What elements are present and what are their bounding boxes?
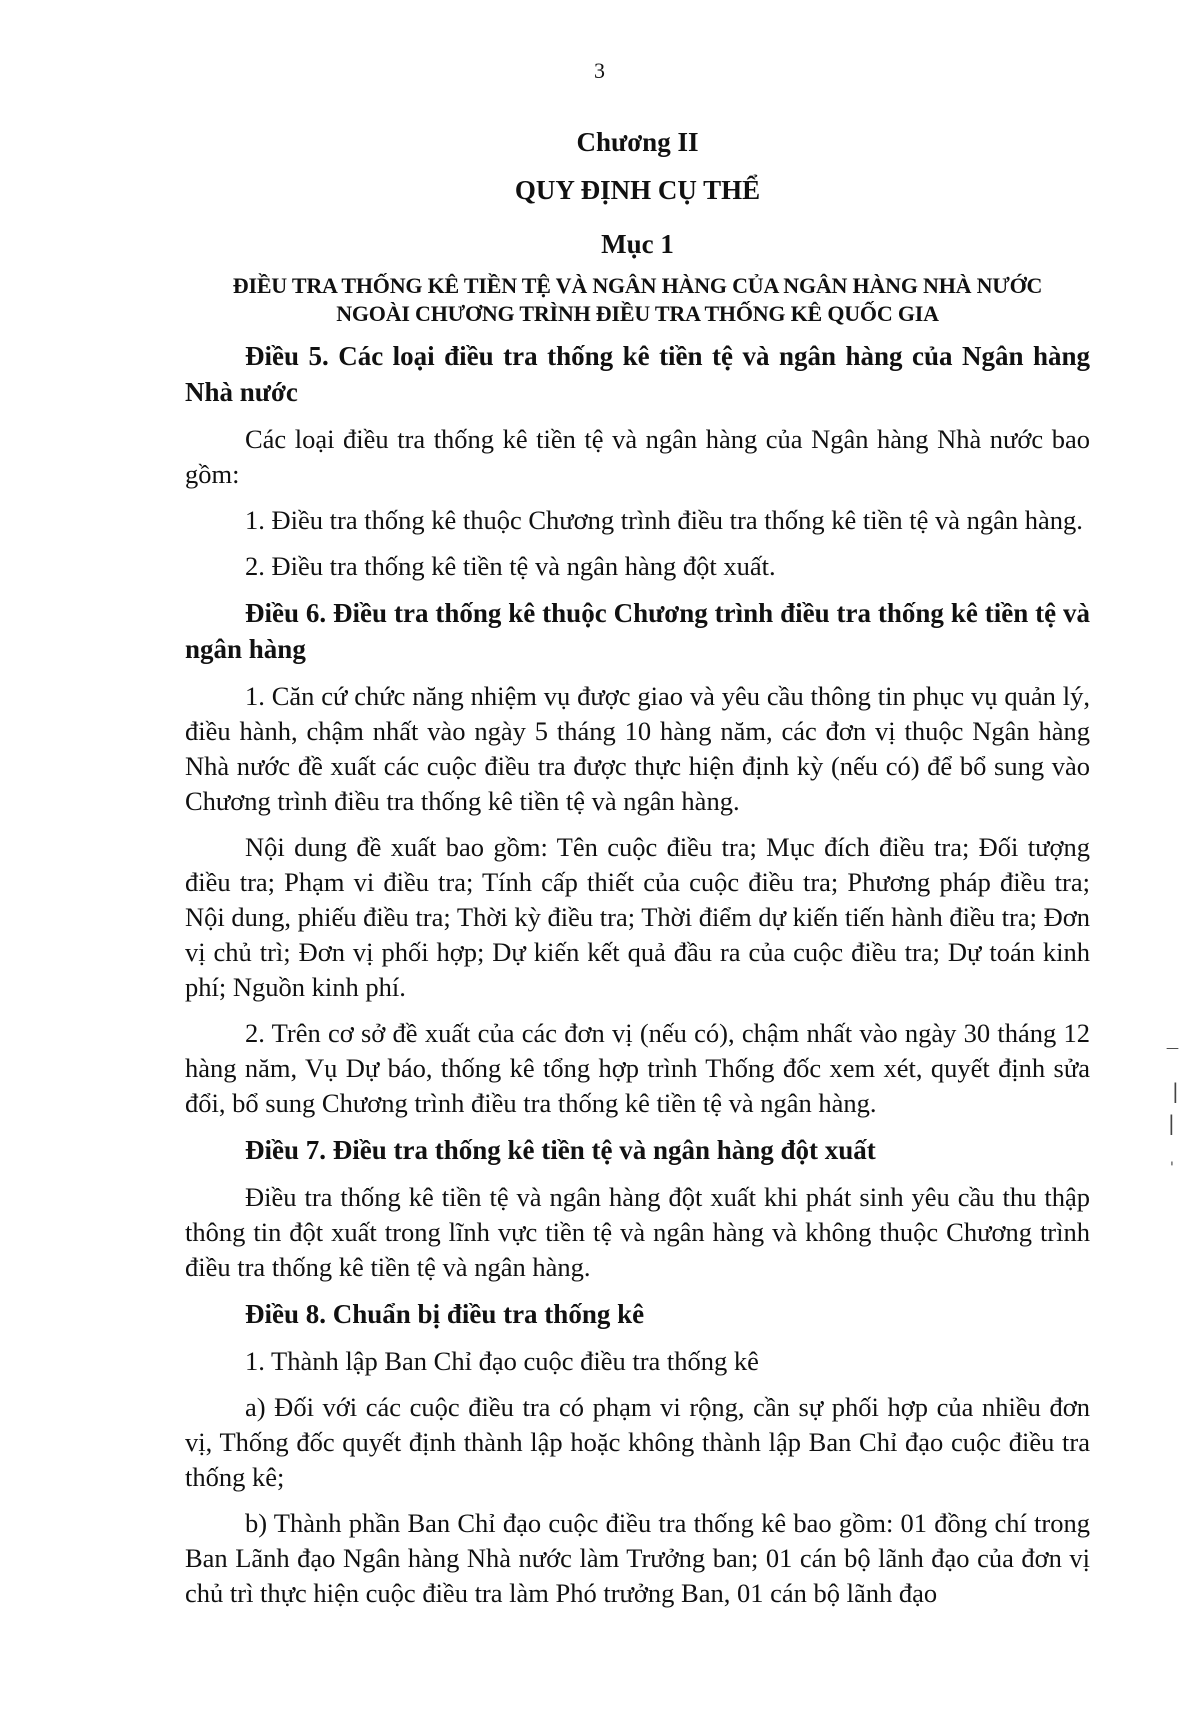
section-heading-line: ĐIỀU TRA THỐNG KÊ TIỀN TỆ VÀ NGÂN HÀNG CỦA NGÂN HÀNG NHÀ NƯỚC	[232, 273, 1043, 298]
scan-edge-mark: —	[1166, 1041, 1179, 1056]
section-title: Mục 1	[601, 229, 674, 259]
article-6	[185, 595, 1090, 1121]
paragraph: Nội dung đề xuất bao gồm: Tên cuộc điều tra; Mục đích điều tra; Đối tượng điều tra; Phạm vi điều tra; Tính cấp thiết của cuộc điều tra; Phương pháp điều tra; Nội dung, phiếu điều tra; Thời kỳ điều tra; Thời điểm dự kiến tiến hành điều tra; Đơn vị chủ trì; Đơn vị phối hợp; Dự kiến kết quả đầu ra của cuộc điều tra; Dự toán kinh phí; Nguồn kinh phí.	[185, 832, 1090, 1002]
paragraph: a) Đối với các cuộc điều tra có phạm vi rộng, cần sự phối hợp của nhiều đơn vị, Thống đốc quyết định thành lập hoặc không thành lập Ban Chỉ đạo cuộc điều tra thống kê;	[185, 1392, 1090, 1492]
article-5	[185, 338, 1090, 584]
paragraph: 2. Điều tra thống kê tiền tệ và ngân hàng đột xuất.	[245, 551, 776, 581]
document-body	[185, 122, 1090, 1622]
article-8	[185, 1296, 1090, 1611]
paragraph: 1. Thành lập Ban Chỉ đạo cuộc điều tra thống kê	[245, 1346, 759, 1376]
paragraph: Các loại điều tra thống kê tiền tệ và ngân hàng của Ngân hàng Nhà nước bao gồm:	[185, 424, 1090, 489]
article-7	[185, 1132, 1090, 1285]
article-title: Điều 5. Các loại điều tra thống kê tiền tệ và ngân hàng của Ngân hàng Nhà nước	[185, 341, 1090, 407]
scan-edge-mark: |	[1172, 1079, 1179, 1103]
article-title: Điều 7. Điều tra thống kê tiền tệ và ngân hàng đột xuất	[245, 1135, 876, 1165]
article-title: Điều 6. Điều tra thống kê thuộc Chương trình điều tra thống kê tiền tệ và ngân hàng	[185, 598, 1090, 664]
paragraph: Điều tra thống kê tiền tệ và ngân hàng đột xuất khi phát sinh yêu cầu thu thập thông tin đột xuất trong lĩnh vực tiền tệ và ngân hàng và không thuộc Chương trình điều tra thống kê tiền tệ và ngân hàng.	[185, 1182, 1090, 1282]
paragraph: 1. Căn cứ chức năng nhiệm vụ được giao và yêu cầu thông tin phục vụ quản lý, điều hành, chậm nhất vào ngày 5 tháng 10 hàng năm, các đơn vị thuộc Ngân hàng Nhà nước đề xuất các cuộc điều tra được thực hiện định kỳ (nếu có) để bổ sung vào Chương trình điều tra thống kê tiền tệ và ngân hàng.	[185, 681, 1090, 816]
chapter-subtitle: QUY ĐỊNH CỤ THỂ	[514, 175, 761, 205]
page-number: 3	[594, 58, 605, 83]
scan-edge-mark: |	[1168, 1111, 1175, 1135]
paragraph: b) Thành phần Ban Chỉ đạo cuộc điều tra thống kê bao gồm: 01 đồng chí trong Ban Lãnh đạo Ngân hàng Nhà nước làm Trưởng ban; 01 cán bộ lãnh đạo của đơn vị chủ trì thực hiện cuộc điều tra làm Phó trưởng Ban, 01 cán bộ lãnh đạo	[185, 1508, 1090, 1608]
section-heading-line: NGOÀI CHƯƠNG TRÌNH ĐIỀU TRA THỐNG KÊ QUỐC GIA	[336, 301, 939, 326]
article-title: Điều 8. Chuẩn bị điều tra thống kê	[245, 1299, 645, 1329]
chapter-title: Chương II	[576, 127, 699, 157]
paragraph: 2. Trên cơ sở đề xuất của các đơn vị (nếu có), chậm nhất vào ngày 30 tháng 12 hàng năm, Vụ Dự báo, thống kê tổng hợp trình Thống đốc xem xét, quyết định sửa đổi, bổ sung Chương trình điều tra thống kê tiền tệ và ngân hàng.	[185, 1018, 1090, 1118]
section-heading	[185, 272, 1090, 328]
scan-edge-mark: '	[1170, 1160, 1174, 1176]
paragraph: 1. Điều tra thống kê thuộc Chương trình điều tra thống kê tiền tệ và ngân hàng.	[245, 505, 1083, 535]
